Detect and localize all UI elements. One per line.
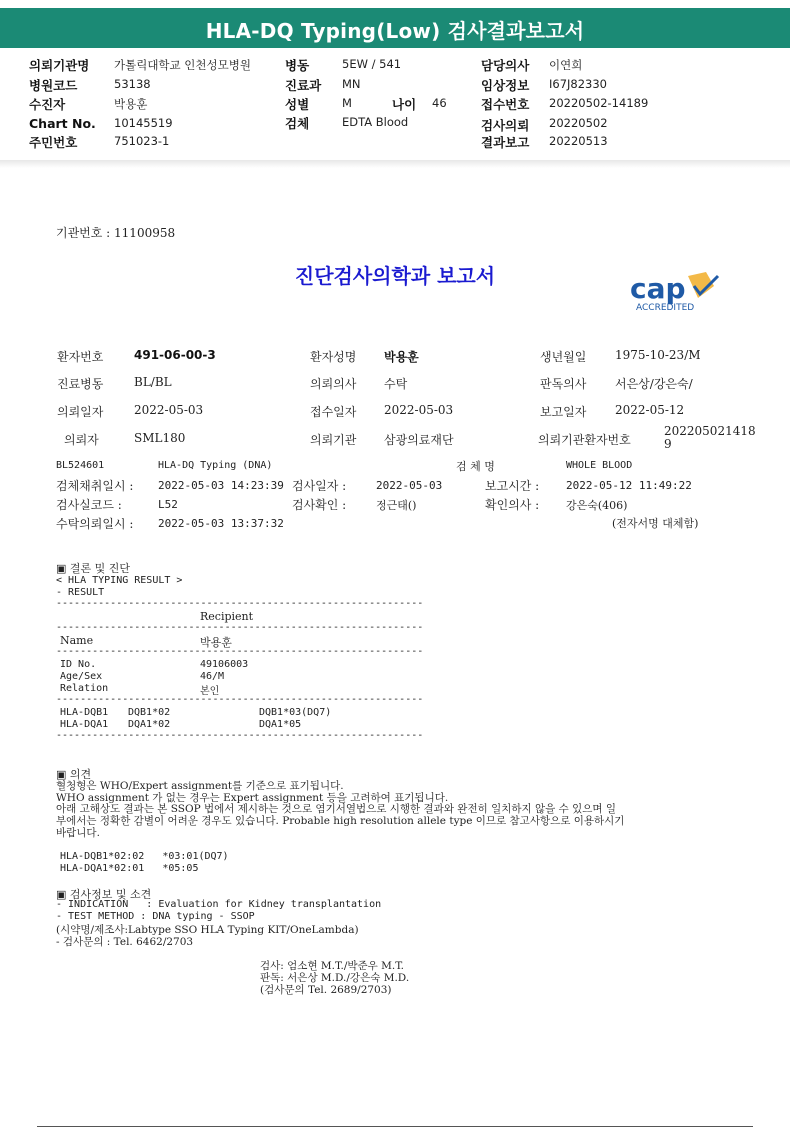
info-label-ward: 진료병동 [57,377,104,391]
header-value-sex: M [342,96,352,110]
info-label-requester: 의뢰자 [64,433,99,447]
recv-label: 수탁의뢰일시 : [56,517,134,531]
report-time-value: 2022-05-12 11:49:22 [566,479,692,492]
name-label: Name [60,634,94,647]
header-value-age: 46 [432,96,447,110]
info-value-ward: BL/BL [134,375,172,389]
info-label-birth: 생년월일 [540,350,587,364]
info-label-patient-no: 환자번호 [57,350,104,364]
high-res-dqb: HLA-DQB1*02:02 *03:01(DQ7) [60,851,229,862]
info-value-ref-institution: 삼광의료재단 [384,433,454,447]
header-label-institution: 의뢰기관명 [29,58,90,73]
info-value-request-date: 2022-05-03 [134,403,204,417]
testinfo-line: (시약명/제조사:Labtype SSO HLA Typing KIT/OneLambda) [56,924,359,936]
info-value-reader: 서은상/강은숙/ [615,377,693,391]
institution-number: 기관번호 : 11100958 [56,226,176,240]
age-value: 46/M [200,671,225,682]
header-separator [0,160,790,168]
header-value-chart-no: 10145519 [114,116,173,130]
svg-text:ACCREDITED: ACCREDITED [636,303,695,313]
info-value-ref-doctor: 수탁 [384,377,408,391]
opinion-line: 부에서는 정확한 감별이 어려운 경우도 있습니다. Probable high resolution allele type 이므로 참고사항으로 이용하시기 [56,815,625,827]
opinion-line: 바랍니다. [56,827,100,839]
result-sub-title: < HLA TYPING RESULT > [56,575,183,586]
header-value-resident-no: 751023-1 [114,134,170,148]
header-label-department: 진료과 [285,78,322,93]
svg-text:cap: cap [630,272,686,305]
testinfo-title: ▣ 검사정보 및 소견 [56,888,152,901]
result-section-title: ▣ 결론 및 진단 [56,562,131,575]
dqb-allele-2: DQB1*03(DQ7) [259,707,332,718]
result-divider: ------------------------------------------------------------- [56,730,424,741]
confirm-label: 검사확인 : [292,498,347,512]
opinion-title: ▣ 의견 [56,768,92,781]
header-value-hospital-code: 53138 [114,77,151,91]
info-value-patient-name: 박용훈 [384,350,419,364]
report-time-label: 보고시간 : [485,479,540,493]
header-value-request-date: 20220502 [549,116,608,130]
header-value-specimen: EDTA Blood [342,115,409,129]
room-value: L52 [158,498,178,511]
dqa-label: HLA-DQA1 [60,719,109,730]
opinion-line: 아래 고해상도 결과는 본 SSOP 법에서 제시하는 것으로 염기서열법으로 시행한 결과와 완전히 일치하지 않을 수 있으며 일 [56,803,616,815]
header-label-ward: 병동 [285,58,310,73]
header-label-hospital-code: 병원코드 [29,78,78,93]
info-label-request-date: 의뢰일자 [57,405,104,419]
report-title: 진단검사의학과 보고서 [294,264,496,288]
test-date-value: 2022-05-03 [376,479,443,492]
info-value-patient-no: 491-06-00-3 [134,348,216,362]
high-res-dqa: HLA-DQA1*02:01 *05:05 [60,863,199,874]
testinfo-line: - 검사문의 : Tel. 6462/2703 [56,936,194,948]
info-value-receipt-date: 2022-05-03 [384,403,454,417]
cap-accredited-logo [628,270,738,316]
result-divider: ------------------------------------------------------------- [56,646,424,657]
opinion-line: 혈청형은 WHO/Expert assignment를 기준으로 표기됩니다. [56,780,344,792]
info-value-requester: SML180 [134,431,186,445]
header-label-patient: 수진자 [29,97,66,112]
info-label-report-date: 보고일자 [540,405,587,419]
dqa-allele-2: DQA1*05 [259,719,302,730]
info-value-ref-patient-no: 202205021418 [664,424,756,438]
specimen-label: 검 체 명 [456,460,495,473]
testinfo-line: - INDICATION : Evaluation for Kidney transplantation [56,899,382,910]
info-value-report-date: 2022-05-12 [615,403,685,417]
signature-line: 검사: 엄소현 M.T./박준우 M.T. [260,960,405,972]
header-value-ward: 5EW / 541 [342,57,402,71]
info-label-ref-patient-no: 의뢰기관환자번호 [538,433,631,447]
result-divider: ------------------------------------------------------------- [56,694,424,705]
doctor-label: 확인의사 : [485,498,540,512]
opinion-line: WHO assignment 가 없는 경우는 Expert assignment 등을 고려하여 표기됩니다. [56,792,449,804]
result-divider: ------------------------------------------------------------- [56,622,424,633]
testinfo-line: - TEST METHOD : DNA typing - SSOP [56,911,255,922]
header-label-report-date: 결과보고 [481,135,530,150]
header-label-chart-no: Chart No. [29,116,96,131]
signature-line: (검사문의 Tel. 2689/2703) [260,984,392,996]
recv-value: 2022-05-03 13:37:32 [158,517,284,530]
confirm-value: 정근태() [376,499,417,512]
signature-line: 판독: 서은상 M.D./강은숙 M.D. [260,972,410,984]
test-name: HLA-DQ Typing (DNA) [158,460,273,471]
header-label-doctor: 담당의사 [481,58,530,73]
header-value-institution: 가톨릭대학교 인천성모병원 [114,58,251,72]
doctor-value: 강은숙(406) [566,499,628,512]
info-label-patient-name: 환자성명 [310,350,357,364]
age-label: Age/Sex [60,671,103,682]
id-value: 49106003 [200,659,249,670]
result-divider: ------------------------------------------------------------- [56,598,424,609]
header-value-report-date: 20220513 [549,134,608,148]
collect-label: 검체채취일시 : [56,479,134,493]
dqb-label: HLA-DQB1 [60,707,109,718]
room-label: 검사실코드 : [56,498,122,512]
info-value-birth: 1975-10-23/M [615,348,701,362]
header-value-department: MN [342,77,361,91]
dqa-allele-1: DQA1*02 [128,719,171,730]
result-sub-result: - RESULT [56,587,105,598]
dqb-allele-1: DQB1*02 [128,707,171,718]
relation-value: 본인 [200,686,220,697]
header-label-clinical-info: 임상정보 [481,78,530,93]
header-value-clinical-info: I67J82330 [549,77,607,91]
report-banner [0,8,790,48]
header-label-sex: 성별 [285,97,310,112]
header-label-receipt-no: 접수번호 [481,97,530,112]
info-label-receipt-date: 접수일자 [310,405,357,419]
banner-title: HLA-DQ Typing(Low) 검사결과보고서 [205,19,585,43]
header-label-resident-no: 주민번호 [29,135,78,150]
header-label-request-date: 검사의뢰 [481,118,530,133]
name-value: 박용훈 [200,636,232,649]
test-code: BL524601 [56,460,105,471]
id-label: ID No. [60,659,97,670]
collect-value: 2022-05-03 14:23:39 [158,479,284,492]
info-value-ref-patient-no-suffix: 9 [664,437,672,451]
info-label-ref-institution: 의뢰기관 [310,433,357,447]
test-date-label: 검사일자 : [292,479,347,493]
recipient-header: Recipient [200,610,254,623]
header-value-doctor: 이연희 [549,58,583,72]
relation-label: Relation [60,683,109,694]
esign-note: (전자서명 대체함) [612,517,699,530]
info-label-reader: 판독의사 [540,377,587,391]
header-label-specimen: 검체 [285,116,310,131]
info-label-ref-doctor: 의뢰의사 [310,377,357,391]
header-value-patient: 박용훈 [114,97,148,111]
header-label-age: 나이 [392,97,417,112]
specimen-value: WHOLE BLOOD [566,460,633,471]
header-value-receipt-no: 20220502-14189 [549,96,649,110]
footer-divider [37,1126,753,1127]
